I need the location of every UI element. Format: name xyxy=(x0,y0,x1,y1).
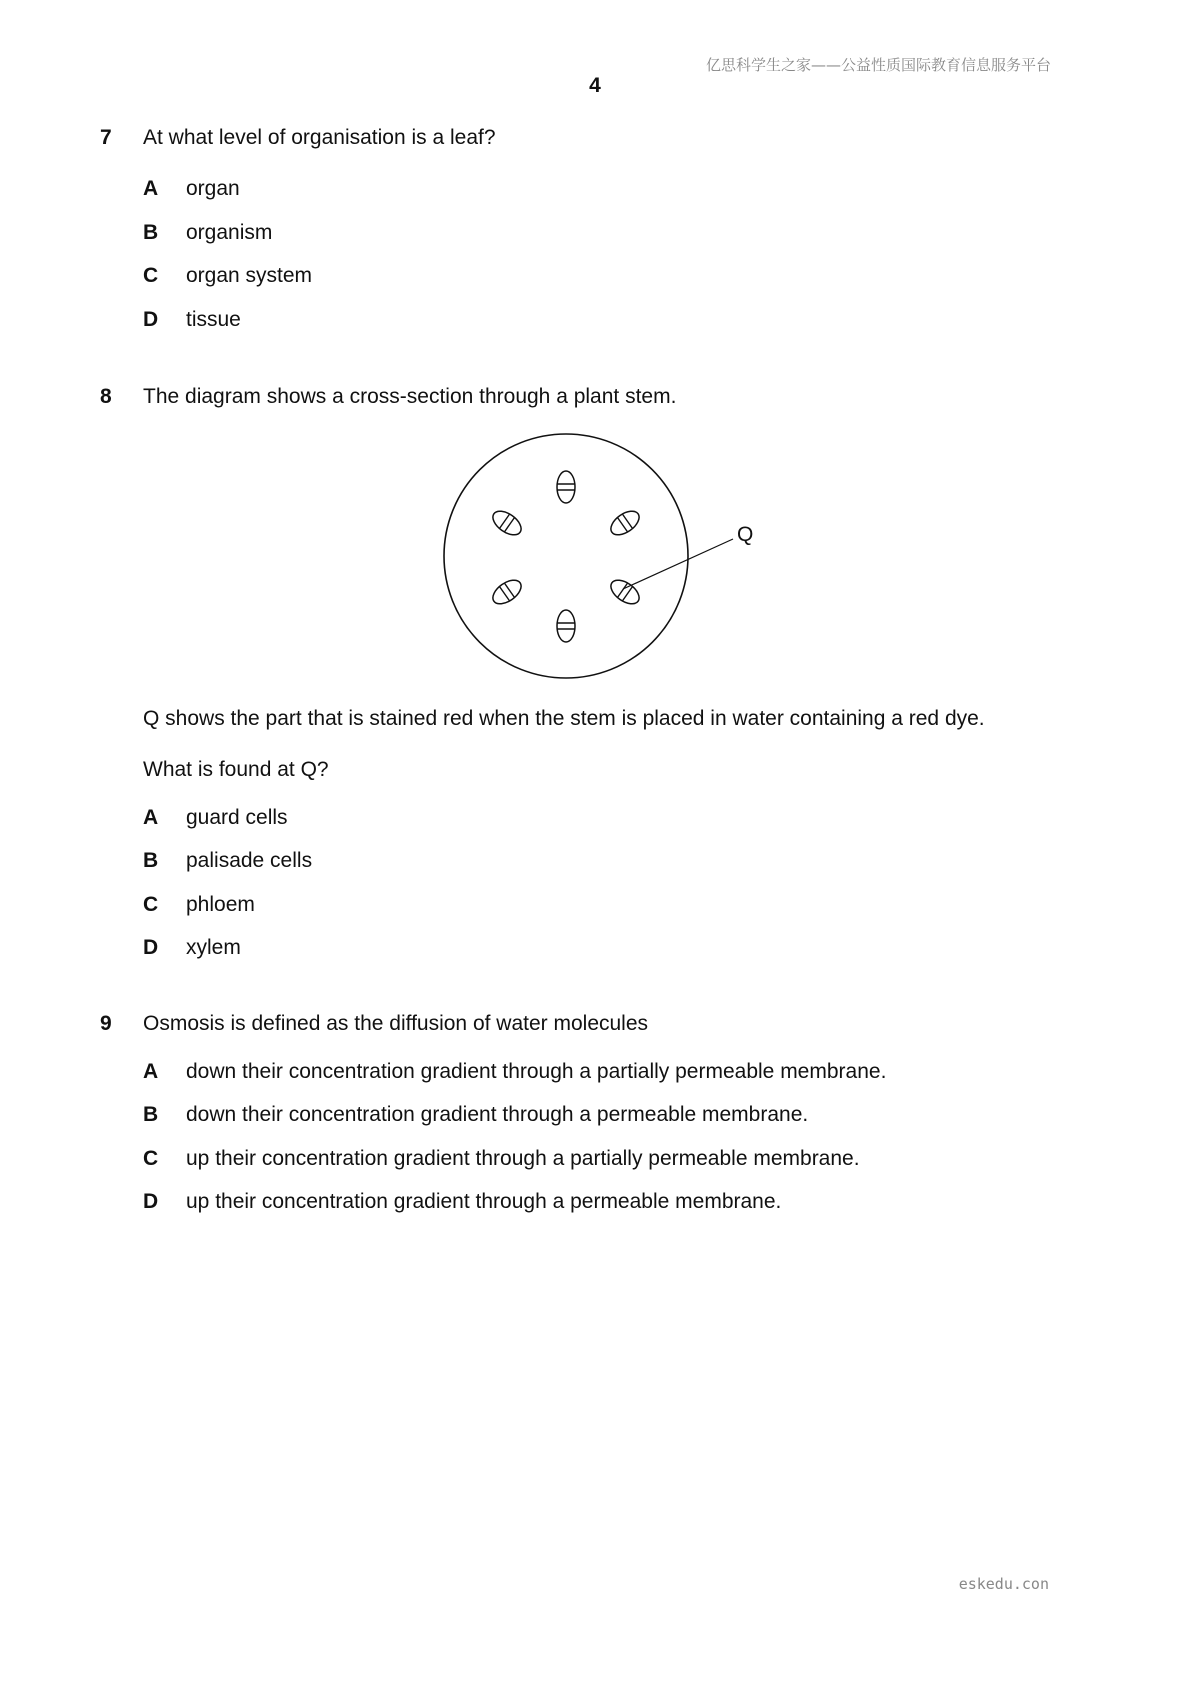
option-text: organ xyxy=(186,177,240,200)
option-letter: B xyxy=(143,1103,159,1126)
option-letter: A xyxy=(143,1060,159,1083)
question-number: 7 xyxy=(100,126,112,149)
q-label-line xyxy=(623,539,733,589)
option-letter: D xyxy=(143,308,159,331)
footer-watermark: eskedu.con xyxy=(958,1575,1049,1593)
stem-cross-section-diagram xyxy=(440,430,770,690)
option-letter: B xyxy=(143,849,159,872)
option-letter: B xyxy=(143,221,159,244)
question-description: Q shows the part that is stained red when the stem is placed in water containing a red dye. xyxy=(143,707,985,730)
option-letter: D xyxy=(143,1190,159,1213)
option-letter: A xyxy=(143,806,159,829)
page-number: 4 xyxy=(589,74,601,97)
option-letter: D xyxy=(143,936,159,959)
option-text: guard cells xyxy=(186,806,288,829)
question-text: The diagram shows a cross-section through a plant stem. xyxy=(143,385,677,408)
option-text: organ system xyxy=(186,264,313,287)
question-text: At what level of organisation is a leaf? xyxy=(143,126,496,149)
option-text: up their concentration gradient through a partially permeable membrane. xyxy=(186,1147,860,1170)
option-text: up their concentration gradient through a permeable membrane. xyxy=(186,1190,782,1213)
header-watermark: 亿思科学生之家——公益性质国际教育信息服务平台 xyxy=(705,56,1051,74)
question-text: Osmosis is defined as the diffusion of water molecules xyxy=(143,1012,649,1035)
option-letter: C xyxy=(143,264,159,287)
question-prompt: What is found at Q? xyxy=(143,758,329,781)
vascular-bundle-upper-right xyxy=(607,506,644,539)
question-number: 8 xyxy=(100,385,112,408)
option-text: palisade cells xyxy=(186,849,313,872)
option-text: down their concentration gradient through a permeable membrane. xyxy=(186,1103,809,1126)
option-letter: C xyxy=(143,1147,159,1170)
option-text: organism xyxy=(186,221,273,244)
option-text: phloem xyxy=(186,893,255,916)
vascular-bundle-lower-right xyxy=(607,575,644,608)
q-label: Q xyxy=(737,523,754,546)
option-text: down their concentration gradient through a partially permeable membrane. xyxy=(186,1060,887,1083)
vascular-bundle-lower-left xyxy=(489,575,526,608)
vascular-bundle-top xyxy=(557,471,575,503)
option-letter: C xyxy=(143,893,159,916)
option-text: tissue xyxy=(186,308,241,331)
vascular-bundle-bottom xyxy=(557,610,575,642)
vascular-bundle-upper-left xyxy=(489,506,526,539)
question-number: 9 xyxy=(100,1012,112,1035)
option-text: xylem xyxy=(186,936,241,959)
option-letter: A xyxy=(143,177,159,200)
